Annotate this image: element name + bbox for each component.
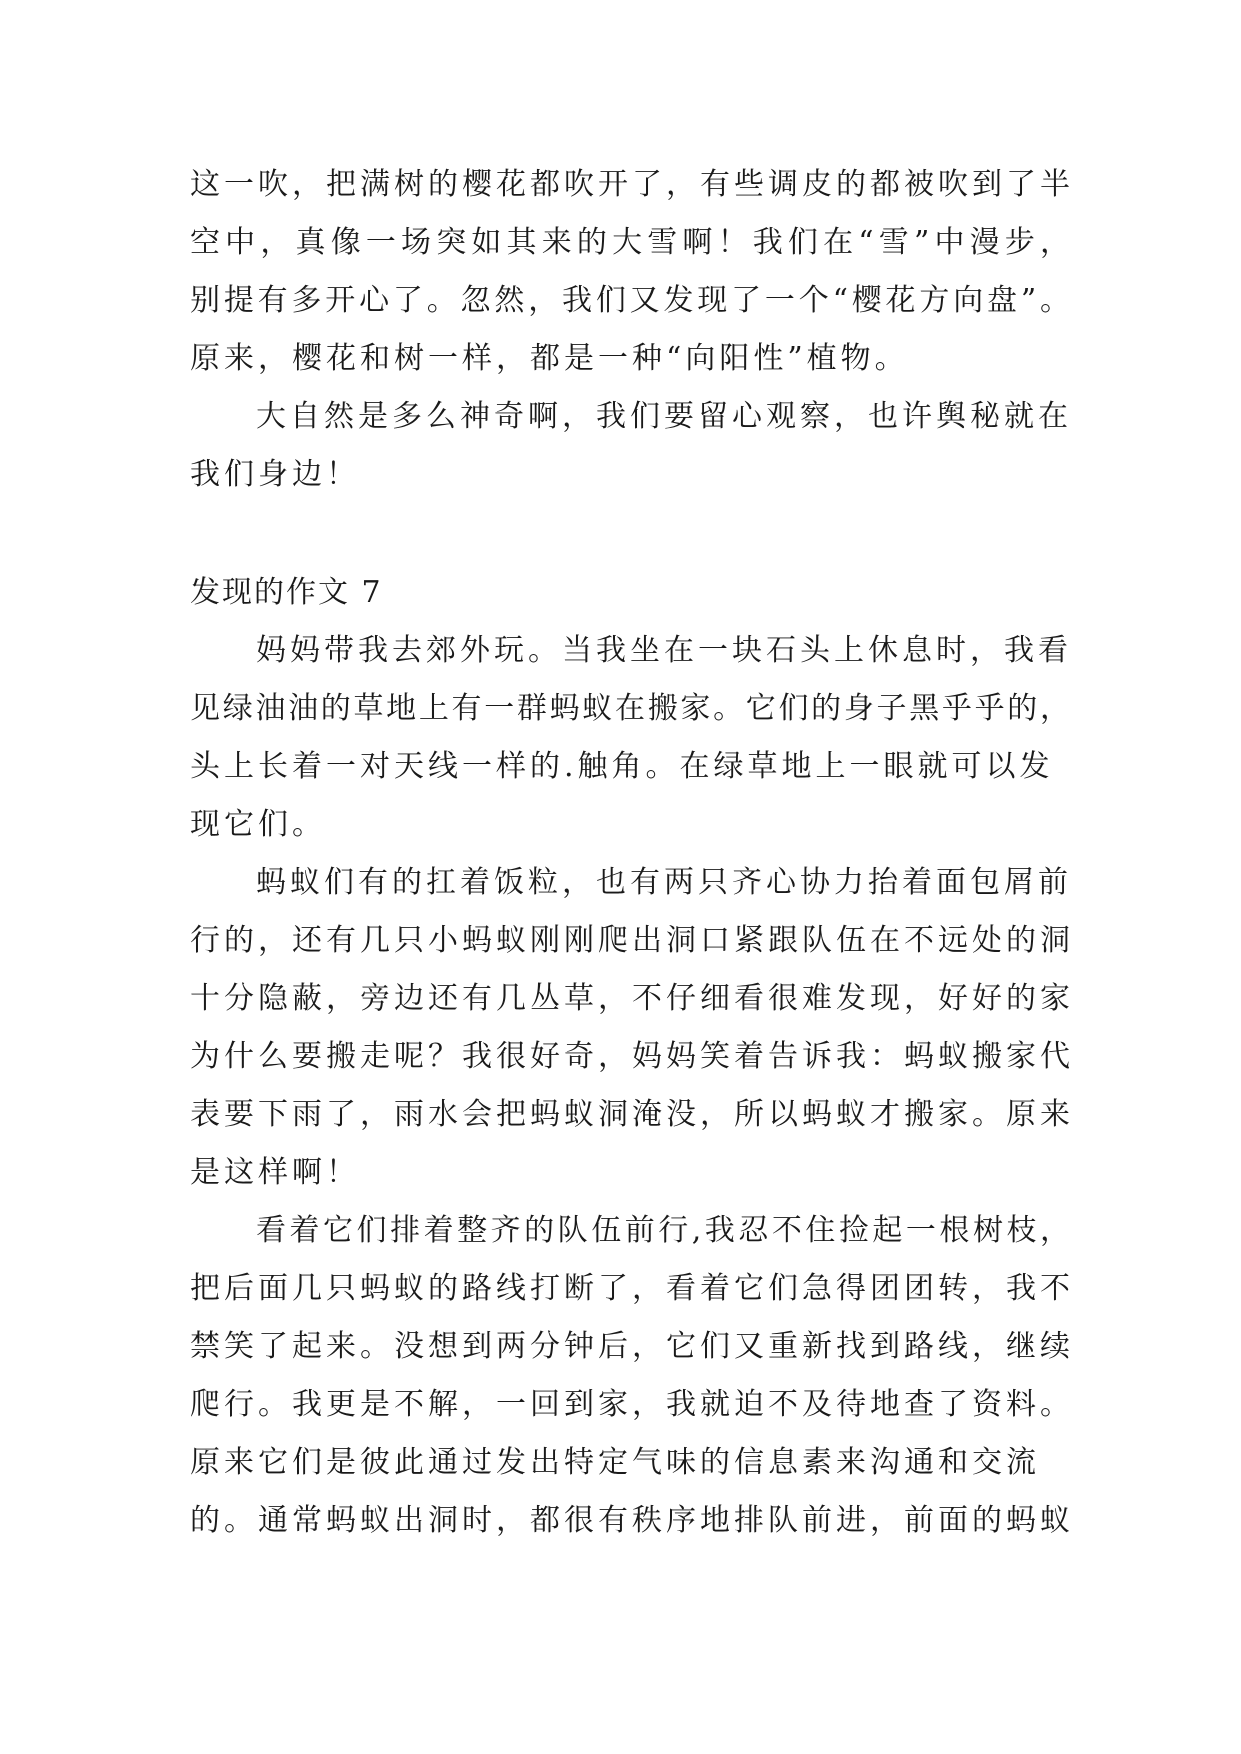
text-line: 原来，樱花和树一样，都是一种“向阳性”植物。 [190,341,909,376]
text-line: 表要下雨了，雨水会把蚂蚁洞淹没，所以蚂蚁才搬家。原来 [190,1097,1074,1132]
text-line: 十分隐蔽，旁边还有几丛草，不仔细看很难发现，好好的家 [190,981,1074,1016]
text-line: 头上长着一对天线一样的.触角。在绿草地上一眼就可以发 [190,749,1054,784]
text-line: 把后面几只蚂蚁的路线打断了，看着它们急得团团转，我不 [190,1271,1074,1306]
text-line: 爬行。我更是不解，一回到家，我就迫不及待地查了资料。 [190,1387,1070,1422]
text-line: 是这样啊！ [190,1155,360,1190]
text-line: 空中，真像一场突如其来的大雪啊！我们在“雪”中漫步， [190,225,1070,260]
text-line: 看着它们排着整齐的队伍前行,我忍不住捡起一根树枝， [256,1213,1070,1248]
text-line: 别提有多开心了。忽然，我们又发现了一个“樱花方向盘”。 [190,283,1070,318]
text-line: 禁笑了起来。没想到两分钟后，它们又重新找到路线，继续 [190,1329,1074,1364]
text-line: 的。通常蚂蚁出洞时，都很有秩序地排队前进，前面的蚂蚁 [190,1503,1074,1538]
text-line: 妈妈带我去郊外玩。当我坐在一块石头上休息时，我看 [256,633,1072,668]
text-line: 行的，还有几只小蚂蚁刚刚爬出洞口紧跟队伍在不远处的洞 [190,923,1074,958]
text-line: 见绿油油的草地上有一群蚂蚁在搬家。它们的身子黑乎乎的， [190,691,1070,726]
text-line: 我们身边！ [190,457,360,492]
text-line: 这一吹，把满树的樱花都吹开了，有些调皮的都被吹到了半 [190,167,1070,202]
text-line: 为什么要搬走呢？我很好奇，妈妈笑着告诉我：蚂蚁搬家代 [190,1039,1074,1074]
text-line: 原来它们是彼此通过发出特定气味的信息素来沟通和交流 [190,1445,1040,1480]
text-line: 蚂蚁们有的扛着饭粒，也有两只齐心协力抬着面包屑前 [256,865,1072,900]
section-heading: 发现的作文 7 [190,575,383,610]
text-line: 大自然是多么神奇啊，我们要留心观察，也许舆秘就在 [256,399,1072,434]
text-line: 现它们。 [190,807,326,842]
